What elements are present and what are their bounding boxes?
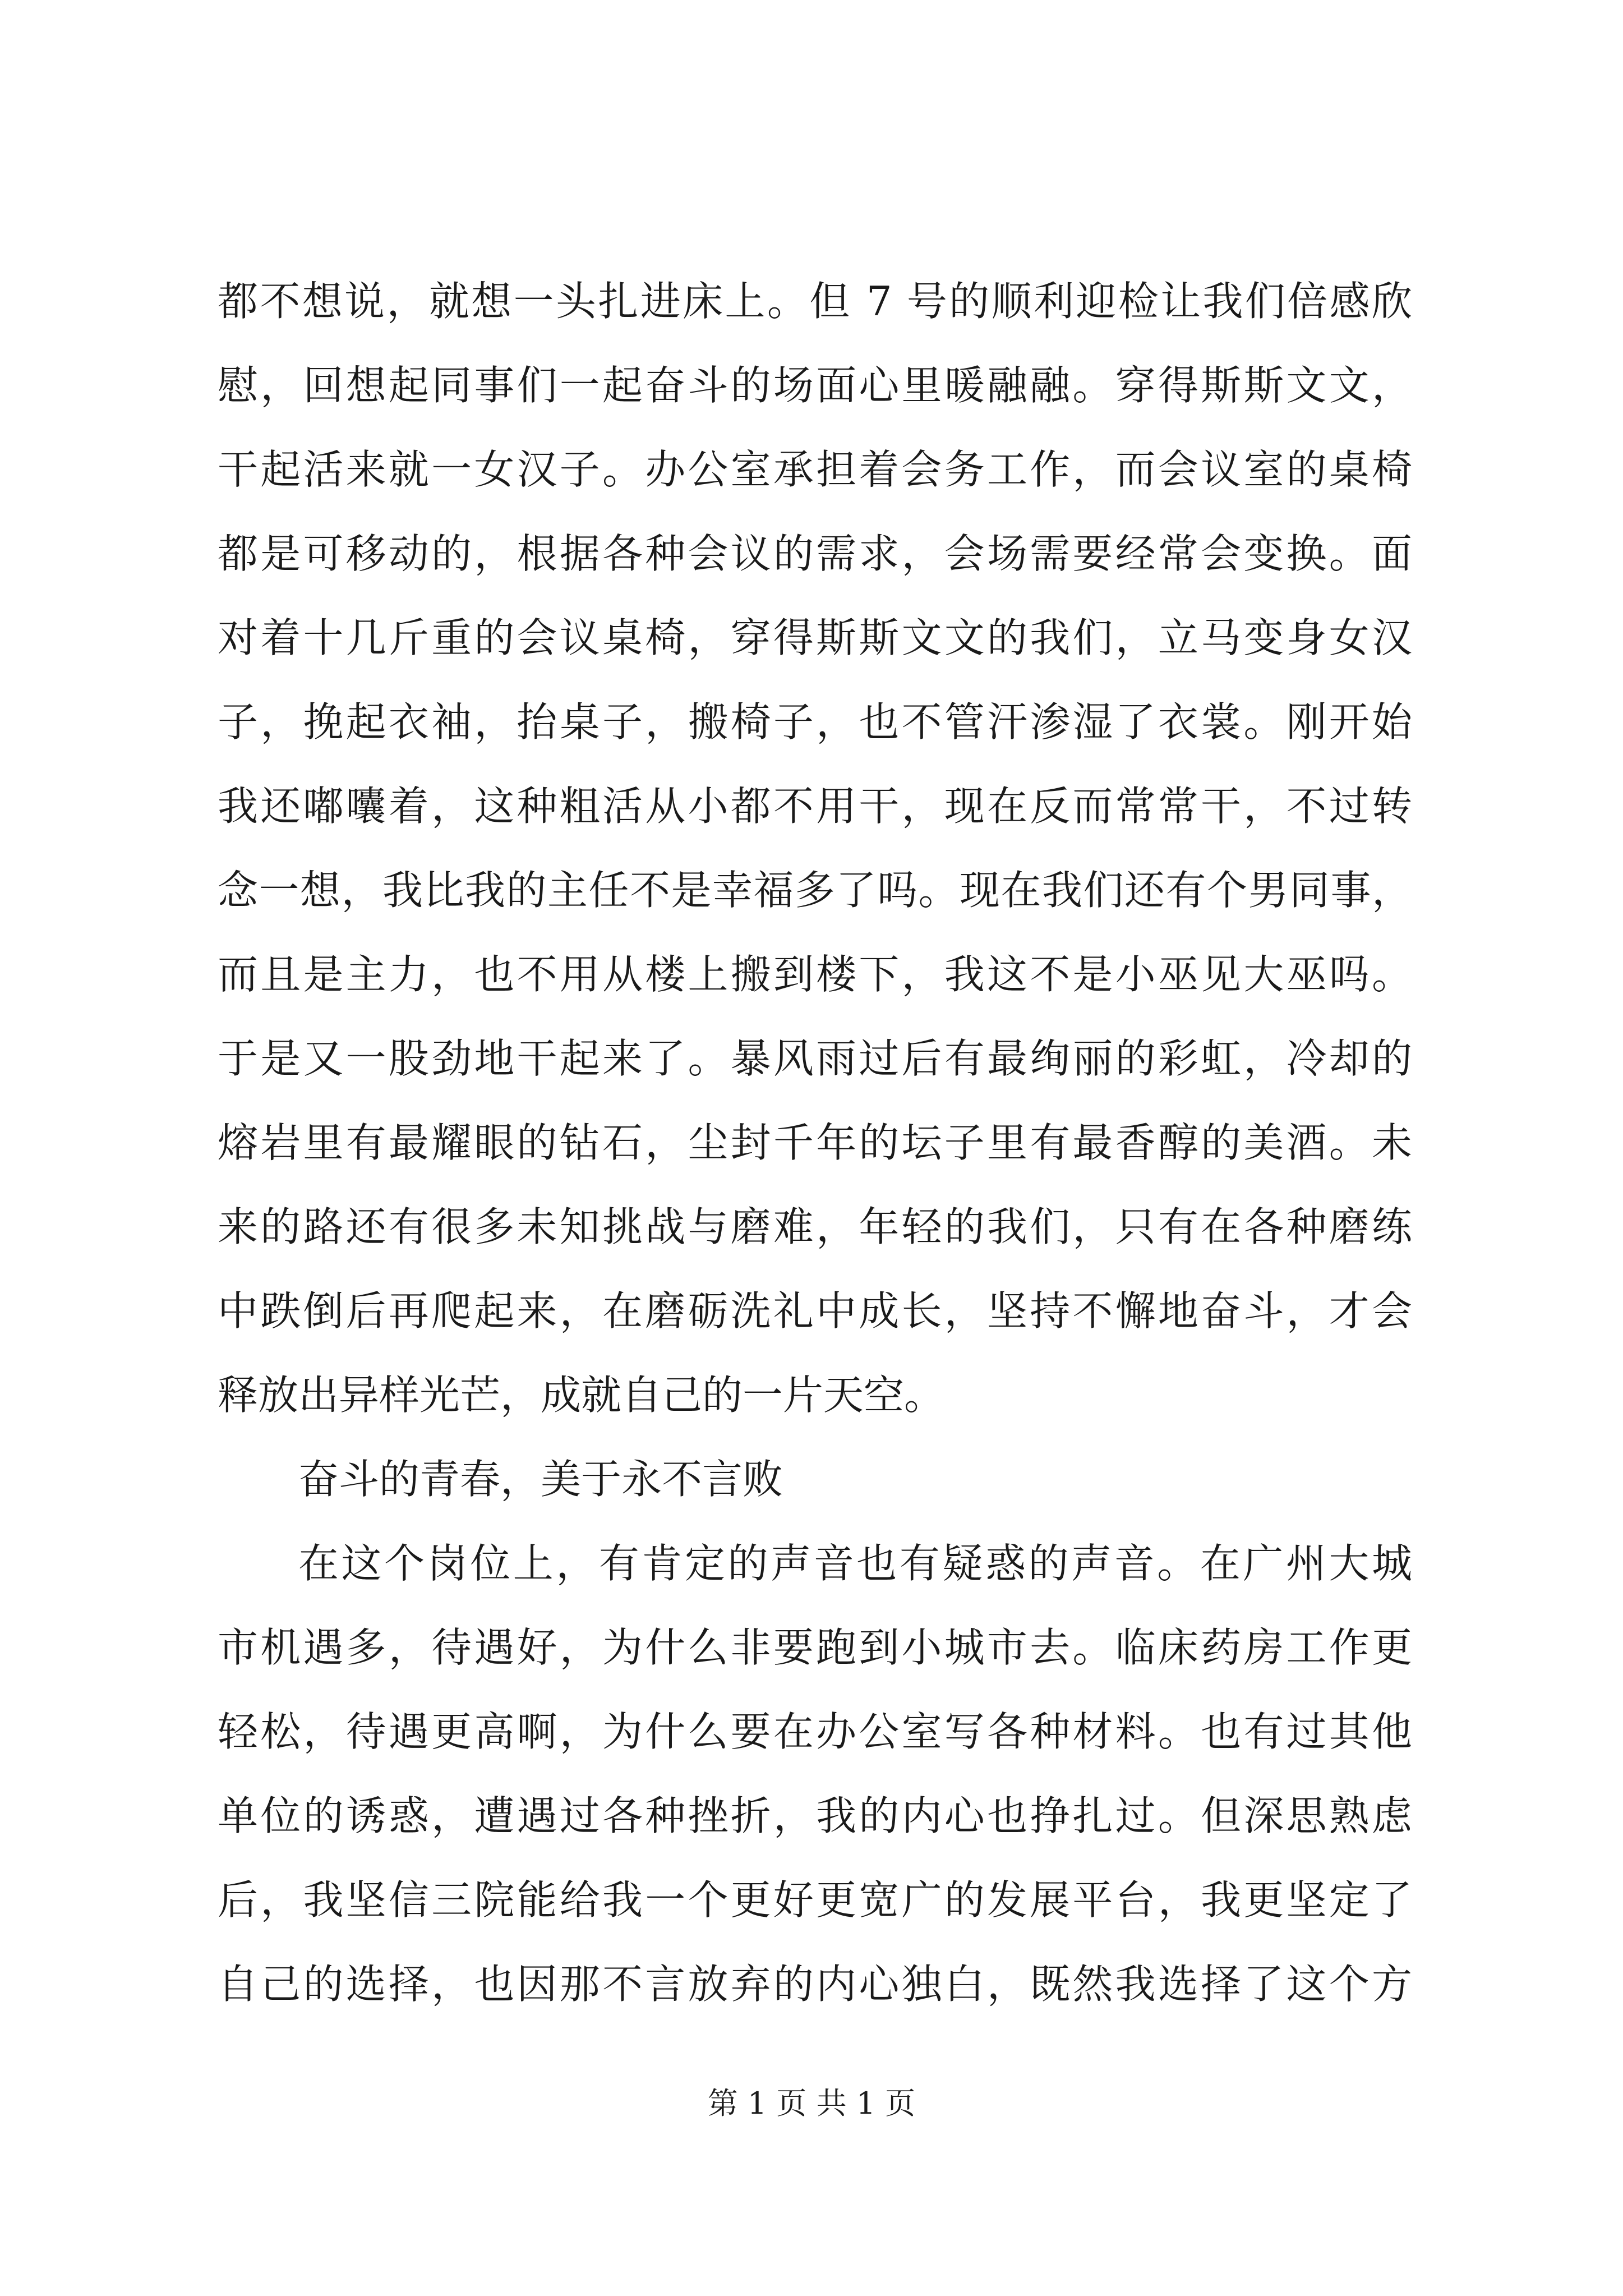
paragraph-1-line: 子，挽起衣袖，抬桌子，搬椅子，也不管汗渗湿了衣裳。刚开始 bbox=[218, 698, 1412, 746]
paragraph-2-line: 在这个岗位上，有肯定的声音也有疑惑的声音。在广州大城 bbox=[298, 1540, 1412, 1587]
paragraph-2-line: 自己的选择，也因那不言放弃的内心独白，既然我选择了这个方 bbox=[218, 1961, 1412, 2008]
paragraph-1-line: 对着十几斤重的会议桌椅，穿得斯斯文文的我们，立马变身女汉 bbox=[218, 614, 1412, 661]
paragraph-2-line: 市机遇多，待遇好，为什么非要跑到小城市去。临床药房工作更 bbox=[218, 1624, 1412, 1671]
paragraph-1-line: 于是又一股劲地干起来了。暴风雨过后有最绚丽的彩虹，冷却的 bbox=[218, 1035, 1412, 1082]
paragraph-1-line: 释放出异样光芒，成就自己的一片天空。 bbox=[218, 1372, 945, 1419]
paragraph-2-line: 轻松，待遇更高啊，为什么要在办公室写各种材料。也有过其他 bbox=[218, 1708, 1412, 1755]
paragraph-1-line: 都是可移动的，根据各种会议的需求，会场需要经常会变换。面 bbox=[218, 530, 1412, 577]
paragraph-1-line: 都不想说，就想一头扎进床上。但 7 号的顺利迎检让我们倍感欣 bbox=[218, 278, 1412, 325]
page-footer: 第 1 页 共 1 页 bbox=[707, 2086, 916, 2121]
paragraph-1-line: 我还嘟囔着，这种粗活从小都不用干，现在反而常常干，不过转 bbox=[218, 783, 1412, 830]
paragraph-2-line: 后，我坚信三院能给我一个更好更宽广的发展平台，我更坚定了 bbox=[218, 1876, 1412, 1924]
paragraph-1-line: 干起活来就一女汉子。办公室承担着会务工作，而会议室的桌椅 bbox=[218, 446, 1412, 493]
paragraph-1-line: 来的路还有很多未知挑战与磨难，年轻的我们，只有在各种磨练 bbox=[218, 1203, 1412, 1250]
paragraph-1-line: 而且是主力，也不用从楼上搬到楼下，我这不是小巫见大巫吗。 bbox=[218, 951, 1412, 998]
paragraph-1-line: 中跌倒后再爬起来，在磨砺洗礼中成长，坚持不懈地奋斗，才会 bbox=[218, 1287, 1412, 1335]
paragraph-1-line: 慰，回想起同事们一起奋斗的场面心里暖融融。穿得斯斯文文， bbox=[218, 362, 1412, 409]
paragraph-2-line: 单位的诱惑，遭遇过各种挫折，我的内心也挣扎过。但深思熟虑 bbox=[218, 1792, 1412, 1839]
document-body bbox=[218, 259, 1412, 2026]
section-heading: 奋斗的青春，美于永不言败 bbox=[298, 1456, 783, 1503]
paragraph-1-line: 念一想，我比我的主任不是幸福多了吗。现在我们还有个男同事， bbox=[218, 867, 1412, 914]
paragraph-1-line: 熔岩里有最耀眼的钻石，尘封千年的坛子里有最香醇的美酒。未 bbox=[218, 1119, 1412, 1166]
